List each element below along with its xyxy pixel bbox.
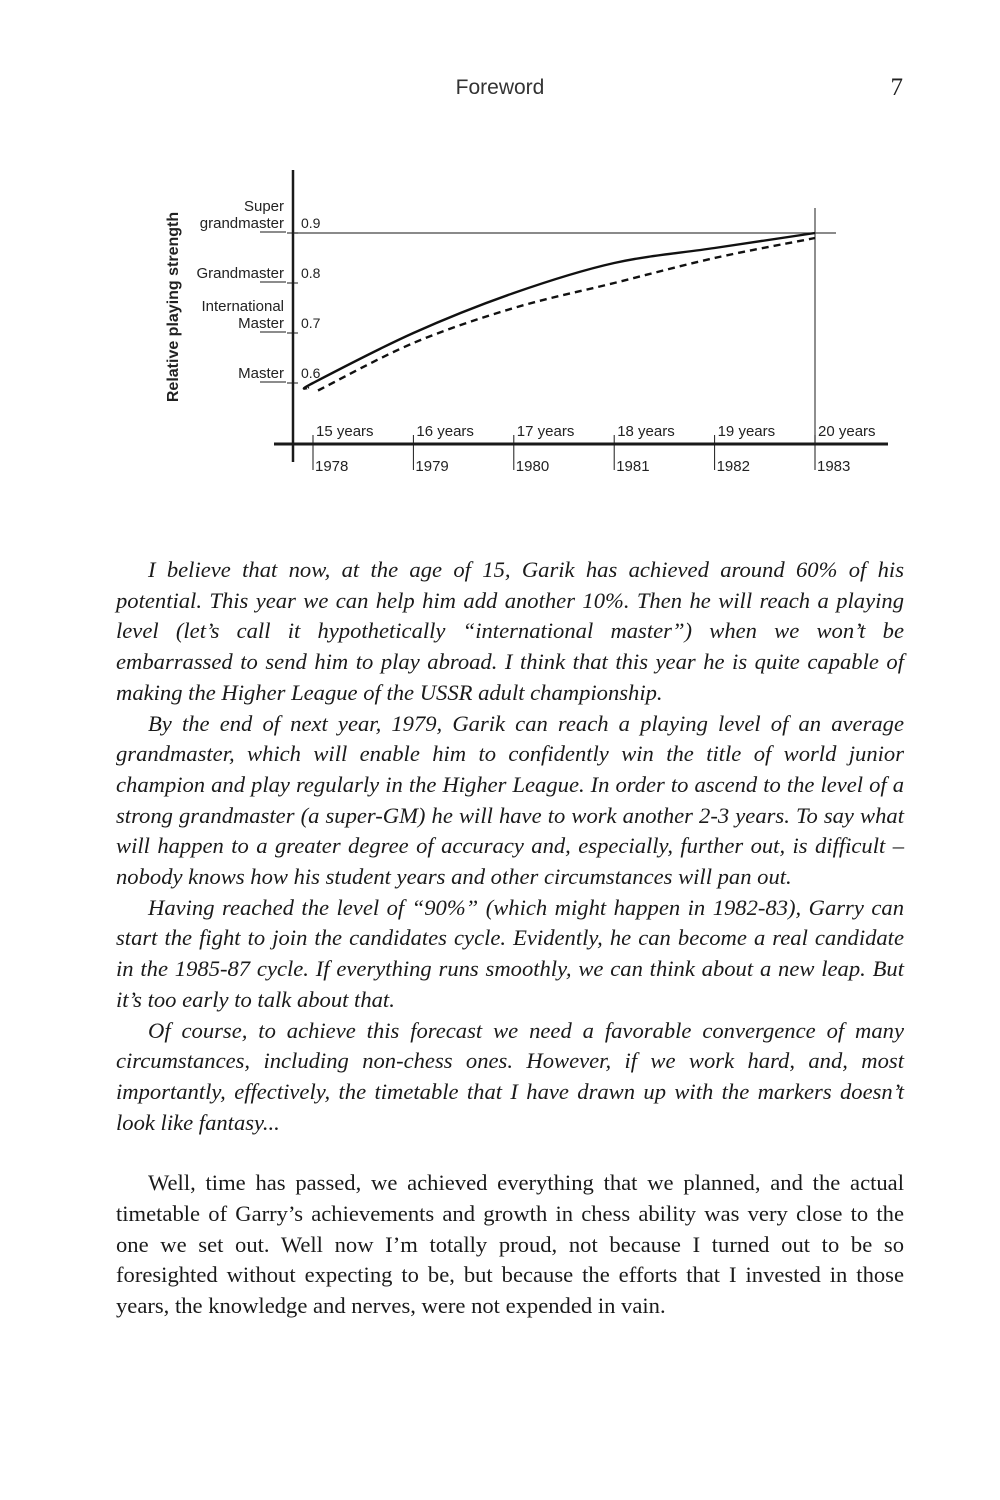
forecast-paragraph-4: Of course, to achieve this forecast we need a favorable convergence of many circumstances, including non-chess ones. However, if we work hard, and, most importantly, effectively, the timetable that I have drawn up with the markers doesn’t look like fantasy... <box>116 1017 904 1135</box>
page-number: 7 <box>890 74 903 101</box>
level-label: Master <box>238 365 284 382</box>
level-label: Grandmaster <box>196 265 284 282</box>
level-label: grandmaster <box>199 215 284 232</box>
y-tick-label: 0.9 <box>301 215 321 231</box>
body-text <box>116 555 904 1322</box>
x-age-label: 20 years <box>818 423 876 440</box>
series-solid-line <box>304 233 815 389</box>
x-year-label: 1978 <box>315 458 349 475</box>
x-age-label: 15 years <box>316 423 374 440</box>
x-year-label: 1981 <box>616 458 650 475</box>
reflection-paragraph: Well, time has passed, we achieved everything that we planned, and the actual timetable of Garry’s achievements and growth in chess ability was very close to the one we set out. Well now I’m totally proud, not because I turned out to be so foresighted without expecting to be, but because the efforts that I invested in those years, the knowledge and nerves, were not expended in vain. <box>116 1170 904 1319</box>
x-age-label: 17 years <box>516 423 575 440</box>
strength-chart <box>0 0 1000 520</box>
series-dashed-line <box>318 238 815 391</box>
x-year-label: 1983 <box>817 458 851 475</box>
x-year-label: 1982 <box>716 458 750 475</box>
x-year-label: 1980 <box>515 458 550 475</box>
x-age-label: 16 years <box>416 423 474 440</box>
forecast-paragraph-3: Having reached the level of “90%” (which might happen in 1982-83), Garry can start the fight to join the candidates cycle. Evidently, he can become a real candidate in the 1985-87 cycle. If everything runs smoothly, we can think about a new leap. But it’s too early to talk about that. <box>116 894 904 1012</box>
level-label: Super <box>243 198 284 215</box>
forecast-paragraph-1: I believe that now, at the age of 15, Garik has achieved around 60% of his potential. This year we can help him add another 10%. Then he will reach a playing level (let’s call it hypothetically “international master”) when we won’t be embarrassed to send him to play abroad. I think that this year he is quite capable of making the Higher League of the USSR adult championship. <box>116 557 904 705</box>
level-label: International <box>201 298 284 315</box>
x-year-label: 1979 <box>415 458 449 475</box>
chart-svg <box>0 0 1000 520</box>
y-tick-label: 0.6 <box>301 365 321 381</box>
forecast-paragraph-2: By the end of next year, 1979, Garik can reach a playing level of an average grandmaster, which will enable him to confidently win the title of world junior champion and play regularly in the Higher League. In order to ascend to the level of a strong grandmaster (a super-GM) he will have to work another 2-3 years. To say what will happen to a greater degree of accuracy and, especially, further out, is difficult – nobody knows how his student years and other circumstances will pan out. <box>116 710 904 890</box>
y-tick-label: 0.7 <box>301 315 321 331</box>
running-title: Foreword <box>455 76 545 99</box>
y-axis-title: Relative playing strength <box>165 211 182 403</box>
level-label: Master <box>238 315 284 332</box>
x-age-label: 19 years <box>717 423 776 440</box>
y-tick-label: 0.8 <box>301 265 321 281</box>
x-age-label: 18 years <box>617 423 675 440</box>
